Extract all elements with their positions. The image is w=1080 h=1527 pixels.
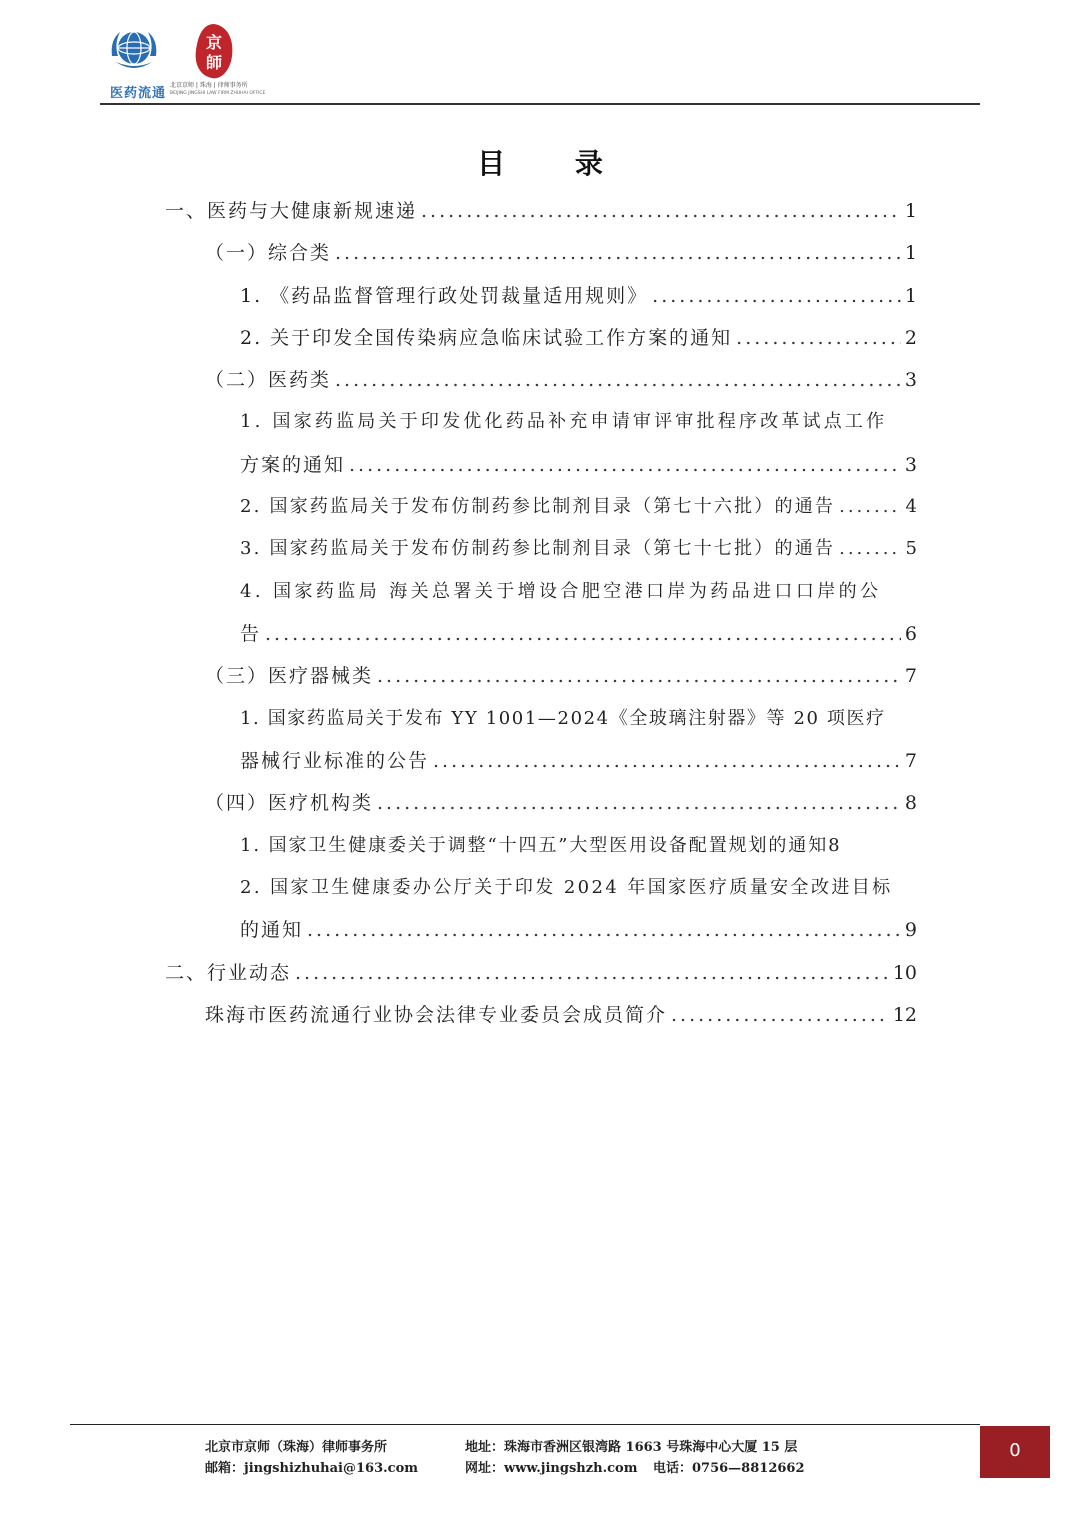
toc-entry-text: 一、医药与大健康新规速递 xyxy=(165,200,418,222)
toc-entry[interactable] xyxy=(240,323,917,353)
toc-entry[interactable] xyxy=(205,238,917,268)
footer-website: 网址：www.jingshzh.com xyxy=(465,1461,638,1476)
toc-entry-page: 3 xyxy=(904,369,917,391)
page-header xyxy=(100,20,980,106)
toc-entry[interactable] xyxy=(240,873,917,903)
law-firm-caption-cn: 北京京师 | 珠海 | 律师事务所 xyxy=(170,82,248,89)
toc-entry-text: 2. 国家卫生健康委办公厅关于印发 2024 年国家医疗质量安全改进目标 xyxy=(240,877,893,898)
toc-entry-text: 2. 国家药监局关于发布仿制药参比制剂目录（第七十六批）的通告 xyxy=(240,496,836,517)
toc-entry-text: （一）综合类 xyxy=(205,242,332,264)
toc-entry[interactable] xyxy=(240,704,917,734)
toc-entry-text: 4. 国家药监局 海关总署关于增设合肥空港口岸为药品进口口岸的公 xyxy=(240,581,882,602)
toc-entry[interactable] xyxy=(205,788,917,818)
toc-entry-text: 2. 关于印发全国传染病应急临床试验工作方案的通知 xyxy=(240,327,733,349)
toc-entry-page: 5 xyxy=(905,538,917,559)
pharma-logo-text: 医药流通 xyxy=(109,86,166,101)
toc-entry-text: 1. 《药品监督管理行政处罚裁量适用规则》 xyxy=(240,285,649,307)
toc-entry[interactable] xyxy=(240,831,917,861)
page-number-badge: 0 xyxy=(980,1426,1050,1478)
toc-entry[interactable] xyxy=(205,661,917,691)
toc-entry-page: 8 xyxy=(904,792,917,814)
toc-entry-text: 的通知 xyxy=(240,919,304,941)
toc-entry[interactable] xyxy=(240,577,917,607)
toc-entry-text: 1. 国家药监局关于发布 YY 1001—2024《全玻璃注射器》等 20 项医疗 xyxy=(240,708,886,729)
toc-entry-page: 1 xyxy=(904,285,917,307)
toc-entry-page: 7 xyxy=(904,750,917,772)
footer-firm-name: 北京市京师（珠海）律师事务所 xyxy=(205,1440,388,1455)
toc-leader xyxy=(377,661,901,691)
toc-entry-text: （二）医药类 xyxy=(205,369,332,391)
svg-text:京: 京 xyxy=(205,33,223,52)
toc-leader xyxy=(839,492,901,522)
law-firm-caption-en: BEIJING JINGSHI LAW FIRM ZHUHAI OFFICE xyxy=(170,91,266,96)
toc-entry[interactable] xyxy=(205,1000,917,1030)
toc-leader xyxy=(736,323,901,353)
toc-entry-continued[interactable] xyxy=(240,915,917,945)
toc-entry-page: 2 xyxy=(904,327,917,349)
toc-entry-page: 10 xyxy=(892,962,917,984)
toc-leader xyxy=(839,534,901,564)
toc-entry[interactable] xyxy=(240,492,917,522)
toc-entry-text: 珠海市医药流通行业协会法律专业委员会成员简介 xyxy=(205,1004,668,1026)
toc-entry[interactable] xyxy=(240,534,917,564)
toc-entry[interactable] xyxy=(240,407,917,437)
toc-leader xyxy=(295,958,889,988)
toc-entry-text: 1. 国家药监局关于印发优化药品补充申请审评审批程序改革试点工作 xyxy=(240,411,888,432)
footer-email: 邮箱：jingshizhuhai@163.com xyxy=(205,1461,418,1476)
toc-entry-continued[interactable] xyxy=(240,619,917,649)
toc-leader xyxy=(377,788,901,818)
toc-entry-page: 9 xyxy=(904,919,917,941)
toc-entry-text: （三）医疗器械类 xyxy=(205,665,374,687)
toc-entry-page: 1 xyxy=(904,200,917,222)
toc-leader xyxy=(335,238,901,268)
footer-divider xyxy=(70,1424,980,1425)
toc-entry[interactable] xyxy=(240,281,917,311)
toc-entry-page: 6 xyxy=(904,623,917,645)
svg-text:師: 師 xyxy=(205,53,223,72)
toc-entry[interactable] xyxy=(205,365,917,395)
header-divider xyxy=(100,103,980,105)
toc-leader xyxy=(349,450,901,480)
footer-address: 地址：珠海市香洲区银湾路 1663 号珠海中心大厦 15 层 xyxy=(465,1440,798,1455)
toc-title: 目 录 xyxy=(477,147,633,180)
law-firm-caption xyxy=(170,82,290,98)
toc-entry-page: 4 xyxy=(905,496,917,517)
toc-entry-page: 12 xyxy=(892,1004,917,1026)
law-firm-seal-logo xyxy=(192,22,236,82)
toc-leader xyxy=(265,619,901,649)
toc-entry[interactable] xyxy=(165,196,917,226)
toc-entry-text: 告 xyxy=(240,623,262,645)
toc-entry-text: 1. 国家卫生健康委关于调整“十四五”大型医用设备配置规划的通知 xyxy=(240,835,829,856)
toc-entry-text: 3. 国家药监局关于发布仿制药参比制剂目录（第七十七批）的通告 xyxy=(240,538,836,559)
footer-phone: 电话：0756—8812662 xyxy=(653,1461,805,1476)
toc-entry[interactable] xyxy=(165,958,917,988)
toc-leader xyxy=(421,196,901,226)
toc-entry-continued[interactable] xyxy=(240,450,917,480)
toc-leader xyxy=(335,365,901,395)
toc-leader xyxy=(671,1000,889,1030)
toc-entry-text: 方案的通知 xyxy=(240,454,346,476)
toc-entry-continued[interactable] xyxy=(240,746,917,776)
toc-entry-page: 3 xyxy=(904,454,917,476)
toc-leader xyxy=(652,281,901,311)
toc-leader xyxy=(307,915,901,945)
toc-entry-page: 8 xyxy=(828,835,840,856)
toc-entry-text: 器械行业标准的公告 xyxy=(240,750,430,772)
toc-entry-page: 7 xyxy=(904,665,917,687)
toc-entry-text: 二、行业动态 xyxy=(165,962,292,984)
toc-entry-page: 1 xyxy=(904,242,917,264)
toc-entry-text: （四）医疗机构类 xyxy=(205,792,374,814)
toc-leader xyxy=(433,746,901,776)
pharma-association-logo xyxy=(106,26,166,102)
